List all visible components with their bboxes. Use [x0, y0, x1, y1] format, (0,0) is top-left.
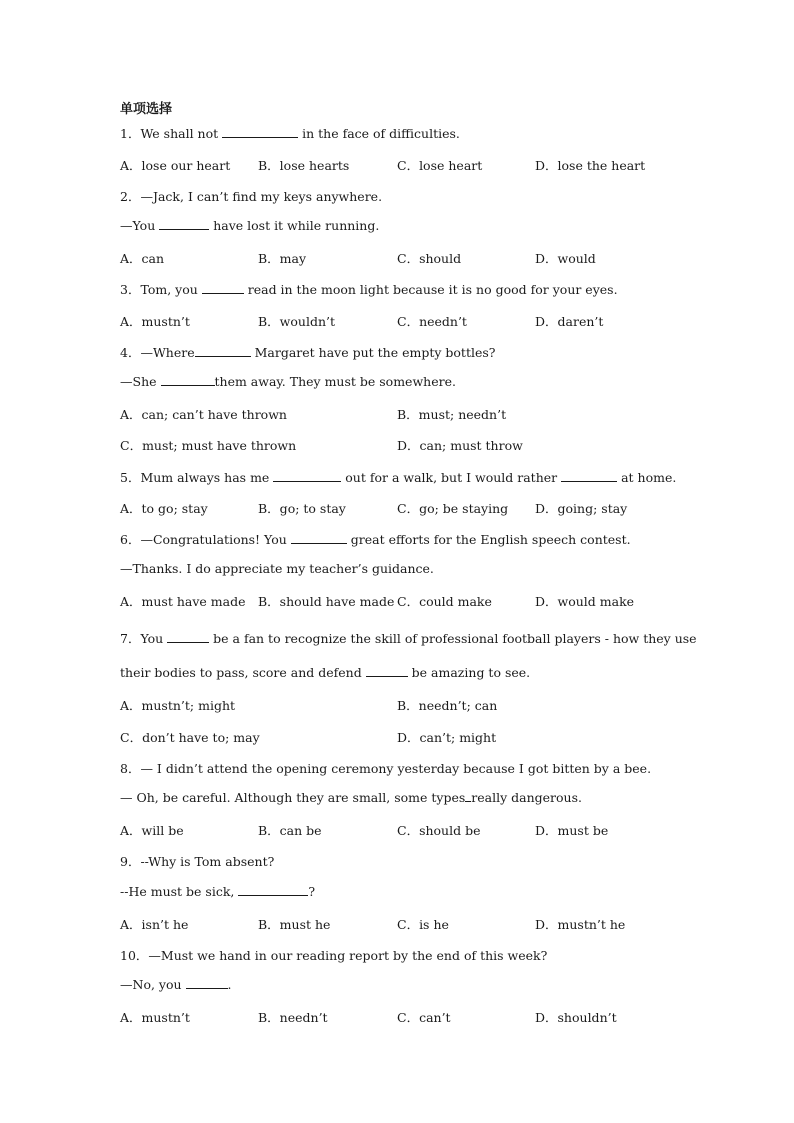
q10-option-c[interactable]: C．can’t: [397, 1010, 451, 1025]
q1-option-d[interactable]: D．lose the heart: [535, 158, 646, 173]
q6-option-c[interactable]: C．could make: [397, 594, 492, 609]
q6-option-d[interactable]: D．would make: [535, 594, 635, 609]
q4-option-d[interactable]: D．can; must throw: [397, 438, 523, 453]
q9-option-d[interactable]: D．mustn’t he: [535, 917, 626, 932]
question-8-line1: 8．— I didn’t attend the opening ceremony yesterday because I got bitten by a bee.: [120, 761, 652, 776]
q9-option-b[interactable]: B．must he: [258, 917, 331, 932]
q8-option-b[interactable]: B．can be: [258, 823, 322, 838]
q4-option-b[interactable]: B．must; needn’t: [397, 407, 507, 422]
question-3-stem: 3．Tom, you read in the moon light because it is no good for your eyes.: [120, 282, 618, 297]
answer-blank[interactable]: [202, 282, 244, 294]
q3-option-a[interactable]: A．mustn’t: [120, 314, 190, 329]
q9-option-c[interactable]: C．is he: [397, 917, 449, 932]
question-9-line1: 9．--Why is Tom absent?: [120, 854, 275, 869]
q4-option-c[interactable]: C．must; must have thrown: [120, 438, 297, 453]
answer-blank[interactable]: [222, 126, 298, 138]
q3-option-d[interactable]: D．daren’t: [535, 314, 604, 329]
answer-blank[interactable]: [161, 374, 215, 386]
q3-option-c[interactable]: C．needn’t: [397, 314, 467, 329]
question-2-line1: 2．—Jack, I can’t find my keys anywhere.: [120, 189, 383, 204]
q4-option-a[interactable]: A．can; can’t have thrown: [120, 407, 287, 422]
q6-option-b[interactable]: B．should have made: [258, 594, 395, 609]
answer-blank[interactable]: [167, 631, 209, 643]
question-5-stem: 5．Mum always has me out for a walk, but I would rather at home.: [120, 470, 677, 485]
question-2-line2: —You have lost it while running.: [120, 218, 380, 233]
answer-blank[interactable]: [273, 470, 341, 482]
q7-option-a[interactable]: A．mustn’t; might: [120, 698, 236, 713]
question-6-line2: —Thanks. I do appreciate my teacher’s guidance.: [120, 561, 434, 576]
q2-option-c[interactable]: C．should: [397, 251, 462, 266]
question-10-line2: —No, you .: [120, 977, 232, 992]
answer-blank[interactable]: [366, 665, 408, 677]
q1-option-a[interactable]: A．lose our heart: [120, 158, 231, 173]
question-4-line2: —She them away. They must be somewhere.: [120, 374, 456, 389]
q7-option-d[interactable]: D．can’t; might: [397, 730, 497, 745]
question-9-line2: --He must be sick, ?: [120, 884, 316, 899]
q5-option-a[interactable]: A．to go; stay: [120, 501, 208, 516]
question-4-line1: 4．—Where Margaret have put the empty bottles?: [120, 345, 496, 360]
q9-option-a[interactable]: A．isn’t he: [120, 917, 189, 932]
question-7-line1: 7．You be a fan to recognize the skill of professional football players - how they use: [120, 631, 697, 646]
q2-option-a[interactable]: A．can: [120, 251, 165, 266]
q1-option-c[interactable]: C．lose heart: [397, 158, 483, 173]
answer-blank[interactable]: [186, 977, 228, 989]
q8-option-c[interactable]: C．should be: [397, 823, 481, 838]
answer-blank[interactable]: [291, 532, 347, 544]
answer-blank[interactable]: [195, 345, 251, 357]
q1-option-b[interactable]: B．lose hearts: [258, 158, 350, 173]
q8-option-a[interactable]: A．will be: [120, 823, 184, 838]
q3-option-b[interactable]: B．wouldn’t: [258, 314, 336, 329]
q6-option-a[interactable]: A．must have made: [120, 594, 246, 609]
q5-option-c[interactable]: C．go; be staying: [397, 501, 509, 516]
q5-option-d[interactable]: D．going; stay: [535, 501, 628, 516]
answer-blank[interactable]: [238, 884, 308, 896]
question-6-line1: 6．—Congratulations! You great efforts for the English speech contest.: [120, 532, 631, 547]
question-10-line1: 10．—Must we hand in our reading report by the end of this week?: [120, 948, 548, 963]
q8-option-d[interactable]: D．must be: [535, 823, 609, 838]
question-8-line2: — Oh, be careful. Although they are small, some types really dangerous.: [120, 790, 582, 805]
question-1-stem: 1．We shall not in the face of difficulties.: [120, 126, 460, 141]
q5-option-b[interactable]: B．go; to stay: [258, 501, 346, 516]
q2-option-d[interactable]: D．would: [535, 251, 596, 266]
q7-option-c[interactable]: C．don’t have to; may: [120, 730, 260, 745]
q10-option-d[interactable]: D．shouldn’t: [535, 1010, 617, 1025]
answer-blank[interactable]: [159, 218, 209, 230]
answer-blank[interactable]: [561, 470, 617, 482]
q10-option-b[interactable]: B．needn’t: [258, 1010, 328, 1025]
q7-option-b[interactable]: B．needn’t; can: [397, 698, 498, 713]
q2-option-b[interactable]: B．may: [258, 251, 307, 266]
q10-option-a[interactable]: A．mustn’t: [120, 1010, 190, 1025]
question-7-line2: their bodies to pass, score and defend be amazing to see.: [120, 665, 531, 680]
section-title: 单项选择: [120, 102, 173, 117]
